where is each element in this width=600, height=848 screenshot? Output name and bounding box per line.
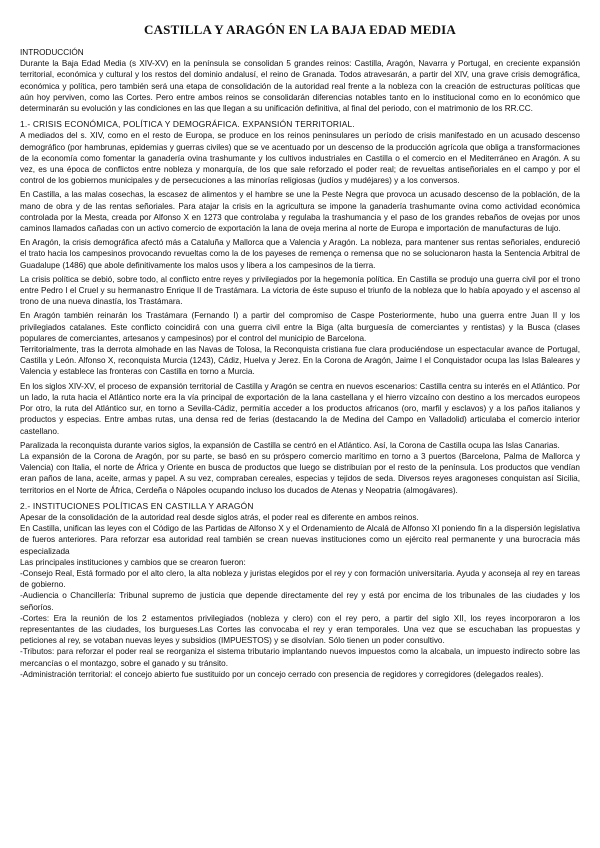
section1-paragraph-castilla: En Castilla, a las malas cosechas, la escasez de alimentos y el hambre se une la Peste Negra que provoca un acusado descenso de la población, de la mano de obra y de las rentas señoriales. Para atajar la crisis en la agricultura se impone la ganadería trashumante ovina como actividad económica controlada por la Mesta, creada por Alfonso X en 1273 que controlaba y regulaba la trashumancia y el paso de los grandes rebaños de ovejas por unos caminos llamados cañadas con un activo comercio de exportación la lana de oveja merina al norte de Europa e importación de manufacturas de lujo. bbox=[20, 190, 580, 234]
section1-paragraph-aragon: En Aragón, la crisis demográfica afectó más a Cataluña y Mallorca que a Valencia y Aragón. La nobleza, para mantener sus rentas señoriales, endureció el trato hacia los campesinos provocando revueltas como la de los payeses de remença o remensa que no se solucionaron hasta la Sentencia Arbitral de Guadalupe (1486) que abole definitivamente los malos usos y libera a los campesinos de la tierra. bbox=[20, 238, 580, 270]
section2-list-intro: Las principales instituciones y cambios que se crearon fueron: bbox=[20, 557, 246, 567]
list-item: -Audiencia o Chancillería: Tribunal supremo de justicia que depende directamente del rey y está por encima de los tribunales de las ciudades y los señoríos. bbox=[20, 591, 580, 612]
intro-heading: INTRODUCCIÓN bbox=[20, 48, 84, 57]
section1-heading: 1.- CRISIS ECONÓMICA, POLÍTICA Y DEMOGRÁFICA. EXPANSIÓN TERRITORIAL. bbox=[20, 119, 355, 130]
list-item: -Consejo Real, Está formado por el alto clero, la alta nobleza y juristas elegidos por el rey y con formación universitaria. Ayuda y aconseja al rey en tareas de gobierno. bbox=[20, 568, 580, 590]
section1-paragraph-expansion: En los siglos XIV-XV, el proceso de expansión territorial de Castilla y Aragón se centra en nuevos escenarios: Castilla centra su interés en el Atlántico. Por un lado, la ruta hacia el Atlántico norte era la vía principal de exportación de la lana castellana y el hierro vizcaíno con destino a los mercados europeos Por otro, la ruta del Atlántico sur, en torno a Sevilla-Cádiz, permitía acceder a los productos africanos (oro, marfil y esclavos) y a los paños italianos y productos y especias. Entre ambas rutas, una densa red de ferias (destacando la de Medina del Campo en Valladolid) articulaba el comercio interior castellano. bbox=[20, 381, 580, 436]
list-item: -Cortes: Era la reunión de los 2 estamentos privilegiados (nobleza y clero) con el rey pero, a partir del siglo XII, los reyes incorporaron a los representantes de las ciudades, los burgueses.Las Cortes las convocaba el rey y eran temporales. Una vez que se escuchaban las propuestas y peticiones al rey, se votaban nuevas leyes y subsidios (IMPUESTOS) y se disolvían. Sólo tienen un poder consultivo. bbox=[20, 613, 580, 646]
document-title: CASTILLA Y ARAGÓN EN LA BAJA EDAD MEDIA bbox=[143, 22, 457, 37]
section1-paragraph-crisis: A mediados del s. XIV, como en el resto de Europa, se produce en los reinos peninsulares un período de crisis manifestado en un acusado descenso demográfico (por hambrunas, epidemias y guerras civiles) que se ve acentuado por un descenso de la producción agrícola que obliga a transformaciones de la economía como fomentar la ganadería ovina trashumante y los cultivos industriales en Castilla o el comercio en el Mediterráneo en Aragón. A su vez, es una época de conflictos entre nobleza y monarquía, de los que sale reforzado el poder real; de revueltas antiseñoriales en el campo y por el control de los gobiernos municipales y de persecuciones a las minorías religiosas (judíos y mudéjares) y a los conversos. bbox=[20, 131, 580, 186]
list-item: -Tributos: para reforzar el poder real se reorganiza el sistema tributario implantando nuevos impuestos como la alcabala, un impuesto indirecto sobre las mercancías o el montazgo, sobre el ganado y su tránsito. bbox=[20, 647, 580, 668]
section1-paragraph-politica: La crisis política se debió, sobre todo, al conflicto entre reyes y privilegiados por la hegemonía política. En Castilla se produjo una guerra civil por el trono entre Pedro I el Cruel y su hermanastro Enrique II de Trastámara. La victoria de éste supuso el triunfo de la nobleza que lo había apoyado y el ascenso al trono de una nueva dinastía, los Trastámara. bbox=[20, 274, 580, 307]
intro-paragraph: Durante la Baja Edad Media (s XIV-XV) en la península se consolidan 5 grandes reinos: Castilla, Aragón, Navarra y Portugal, en creciente expansión territorial, económica y cultural y los restos del dominio andalusí, el reino de Granada. Todos atravesarán, a partir del XIV, una grave crisis demográfica, económica y política, pero también será una etapa de consolidación de la autoridad real frente a la nobleza con la creación de estructuras políticas que aún hoy perviven, como las Cortes. Pero entre ambos reinos se consolidarán diferencias notables tanto en lo institucional como en lo económico que determinarán su evolución y las condiciones en las que llegan a su unificación definitiva, al final del periodo, con el matrimonio de los RR.CC. bbox=[20, 59, 580, 114]
section2-intro: Apesar de la consolidación de la autoridad real desde siglos atrás, el poder real es diferente en ambos reinos. bbox=[20, 512, 419, 522]
section1-paragraph-territorial: Territorialmente, tras la derrota almohade en las Navas de Tolosa, la Reconquista cristiana fue clara produciéndose un espectacular avance de Portugal, Castilla y León. Alfonso X, reconquista Murcia (1243), Cádiz, Huelva y Jerez. En la Corona de Aragón, Jaime I el Conquistador ocupa las Islas Baleares y Valencia y establece las fronteras con Castilla en torno a Murcia. bbox=[20, 345, 580, 377]
section1-paragraph-trastamara: En Aragón también reinarán los Trastámara (Fernando I) a partir del compromiso de Caspe Posteriormente, hubo una guerra entre Juan II y los privilegiados catalanes. Este conflicto coincidirá con una guerra civil entre la Biga (alta burguesía de comerciantes y rentistas) y la Busca (clases populares de comerciantes, artesanos y campesinos) por el control del municipio de Barcelona. bbox=[20, 311, 580, 343]
section1-paragraph-corona-aragon: La expansión de la Corona de Aragón, por su parte, se basó en su próspero comercio marítimo en torno a 3 puertos (Barcelona, Palma de Mallorca y Valencia) con Italia, el norte de África y Oriente en busca de productos que luego se distribuían por el resto de la península. Los productos que vendían eran paños de lana, aceite, armas y papel. A su vez, compraban cereales, especias y tejidos de seda. Diversos reyes aragoneses conquistan así Sicilia, territorios en el Norte de África, Cerdeña o Nápoles ocupando incluso los ducados de Atenas y Neopatria (almogávares). bbox=[20, 451, 580, 495]
list-item: -Administración territorial: el concejo abierto fue sustituido por un concejo cerrado con presencia de regidores y corregidores (delegados reales). bbox=[20, 669, 544, 679]
section1-paragraph-canarias: Paralizada la reconquista durante varios siglos, la expansión de Castilla se centró en el Atlántico. Así, la Corona de Castilla ocupa las Islas Canarias. bbox=[20, 440, 560, 450]
section2-paragraph-castilla: En Castilla, unifican las leyes con el Código de las Partidas de Alfonso X y el Ordenamiento de Alcalá de Alfonso XI poniendo fin a la dispersión legislativa de fueros anteriores. Para reforzar esa autoridad real también se crean nuevas instituciones como un ejército real permanente y una burocracia más especializada bbox=[20, 524, 580, 556]
section2-heading: 2.- INSTITUCIONES POLÍTICAS EN CASTILLA Y ARAGÓN bbox=[20, 500, 254, 511]
